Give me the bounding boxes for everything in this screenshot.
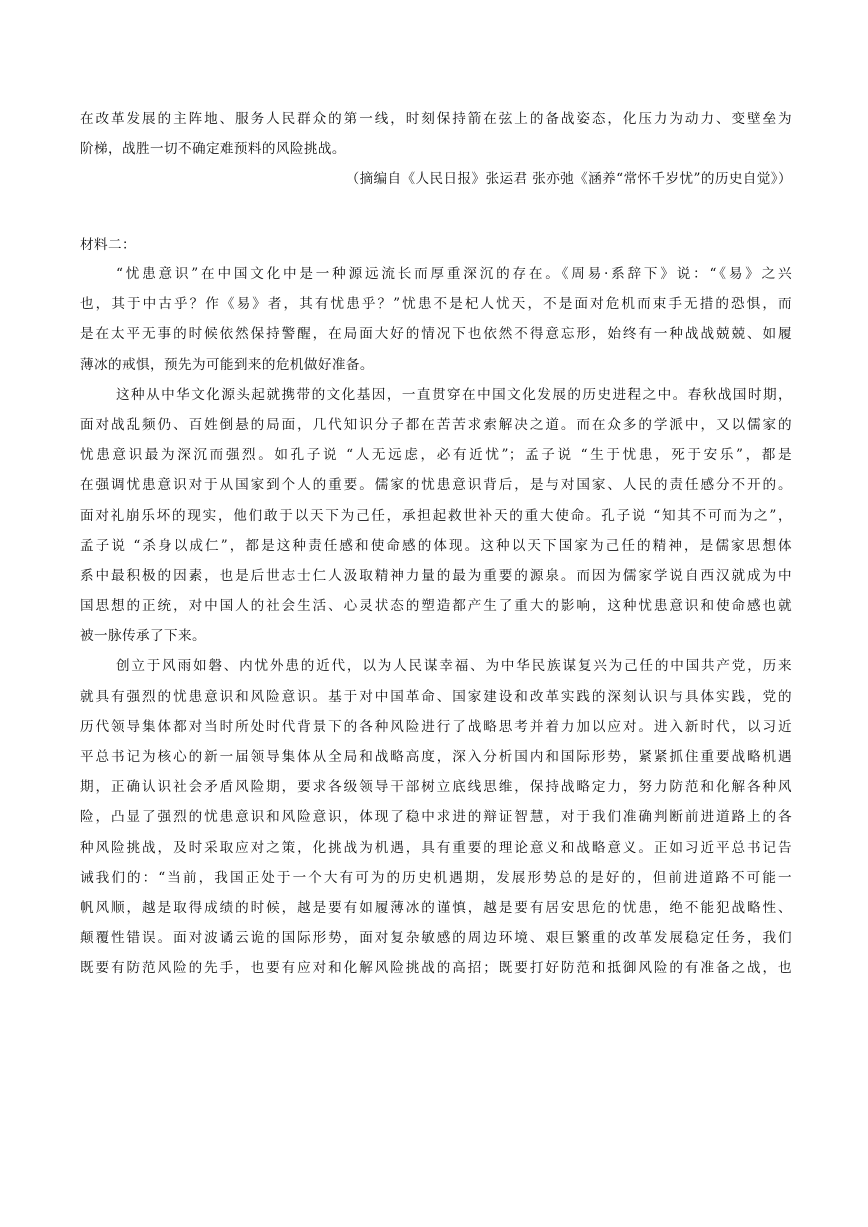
paragraph-line: 面对礼崩乐坏的现实，他们敢于以天下为己任，承担起救世补天的重大使命。孔子说 “知其不可而为之”，	[80, 507, 792, 524]
paragraph-line: 薄冰的戒惧，预先为可能到来的危机做好准备。	[80, 356, 374, 373]
paragraph-line: 帆风顺，越是取得成绩的时候，越是要有如履薄冰的谨慎，越是要有居安思危的忧患，绝不能犯战略性、	[80, 899, 792, 916]
paragraph-line: 阶梯，战胜一切不确定难预料的风险挑战。	[80, 141, 346, 158]
section-heading: 材料二：	[80, 237, 136, 253]
paragraph-line: 创立于风雨如磐、内忧外患的近代，以为人民谋幸福、为中华民族谋复兴为己任的中国共产党，历来	[116, 658, 792, 675]
material-two-body	[80, 259, 792, 984]
paragraph-line: 就具有强烈的忧患意识和风险意识。基于对中国革命、国家建设和改革实践的深刻认识与具体实践，党的	[80, 688, 792, 705]
paragraph-line: 面对战乱频仍、百姓倒悬的局面，几代知识分子都在苦苦求索解决之道。而在众多的学派中，又以儒家的	[80, 416, 792, 433]
previous-passage-ending	[80, 104, 792, 195]
paragraph-line: 既要有防范风险的先手，也要有应对和化解风险挑战的高招；既要打好防范和抵御风险的有准备之战，也	[80, 960, 792, 977]
paragraph-line: 在改革发展的主阵地、服务人民群众的第一线，时刻保持箭在弦上的备战姿态，化压力为动力、变壁垒为	[80, 111, 792, 127]
paragraph-line: 忧患意识最为深沉而强烈。如孔子说 “人无远虑，必有近忧”；孟子说 “生于忧患，死于安乐”，都是	[80, 447, 792, 464]
paragraph-line: 是在太平无事的时候依然保持警醒，在局面大好的情况下也依然不得意忘形，始终有一种战战兢兢、如履	[80, 326, 792, 343]
paragraph-line: 在强调忧患意识对于从国家到个人的重要。儒家的忧患意识背后，是与对国家、人民的责任感分不开的。	[80, 477, 792, 494]
paragraph-line: 险，凸显了强烈的忧患意识和风险意识，体现了稳中求进的辩证智慧，对于我们准确判断前进道路上的各	[80, 809, 792, 826]
paragraph-line: 种风险挑战，及时采取应对之策，化挑战为机遇，具有重要的理论意义和战略意义。正如习近平总书记告	[80, 839, 792, 856]
paragraph-line: 系中最积极的因素，也是后世志士仁人汲取精神力量的最为重要的源泉。而因为儒家学说自西汉就成为中	[80, 567, 792, 584]
paragraph-line: 期，正确认识社会矛盾风险期，要求各级领导干部树立底线思维，保持战略定力，努力防范和化解各种风	[80, 779, 792, 796]
paragraph-line: 平总书记为核心的新一届领导集体从全局和战略高度，深入分析国内和国际形势，紧紧抓住重要战略机遇	[80, 749, 792, 765]
paragraph-line: 颠覆性错误。面对波谲云诡的国际形势，面对复杂敏感的周边环境、艰巨繁重的改革发展稳定任务，我们	[80, 930, 792, 947]
paragraph-line: 这种从中华文化源头起就携带的文化基因，一直贯穿在中国文化发展的历史进程之中。春秋战国时期，	[116, 386, 792, 403]
paragraph-line: 孟子说 “杀身以成仁”，都是这种责任感和使命感的体现。这种以天下国家为己任的精神，是儒家思想体	[80, 537, 792, 554]
source-citation: （摘编自《人民日报》张运君 张亦弛《涵养“常怀千岁忧”的历史自觉》）	[345, 171, 792, 188]
section-heading-block	[80, 230, 792, 260]
paragraph-line: 诫我们的：“当前，我国正处于一个大有可为的历史机遇期，发展形势总的是好的，但前进道路不可能一	[80, 869, 792, 886]
paragraph-line: 被一脉传承了下来。	[80, 628, 206, 645]
paragraph-line: 也，其于中古乎？作《易》者，其有忧患乎？”忧患不是杞人忧天，不是面对危机而束手无措的恐惧，而	[80, 296, 792, 313]
paragraph-line: 历代领导集体都对当时所处时代背景下的各种风险进行了战略思考并着力加以应对。进入新时代，以习近	[80, 718, 792, 735]
paragraph-line: 国思想的正统，对中国人的社会生活、心灵状态的塑造都产生了重大的影响，这种忧患意识和使命感也就	[80, 598, 792, 615]
paragraph-line: “忧患意识”在中国文化中是一种源远流长而厚重深沉的存在。《周易·系辞下》说：“《易》之兴	[116, 266, 792, 282]
